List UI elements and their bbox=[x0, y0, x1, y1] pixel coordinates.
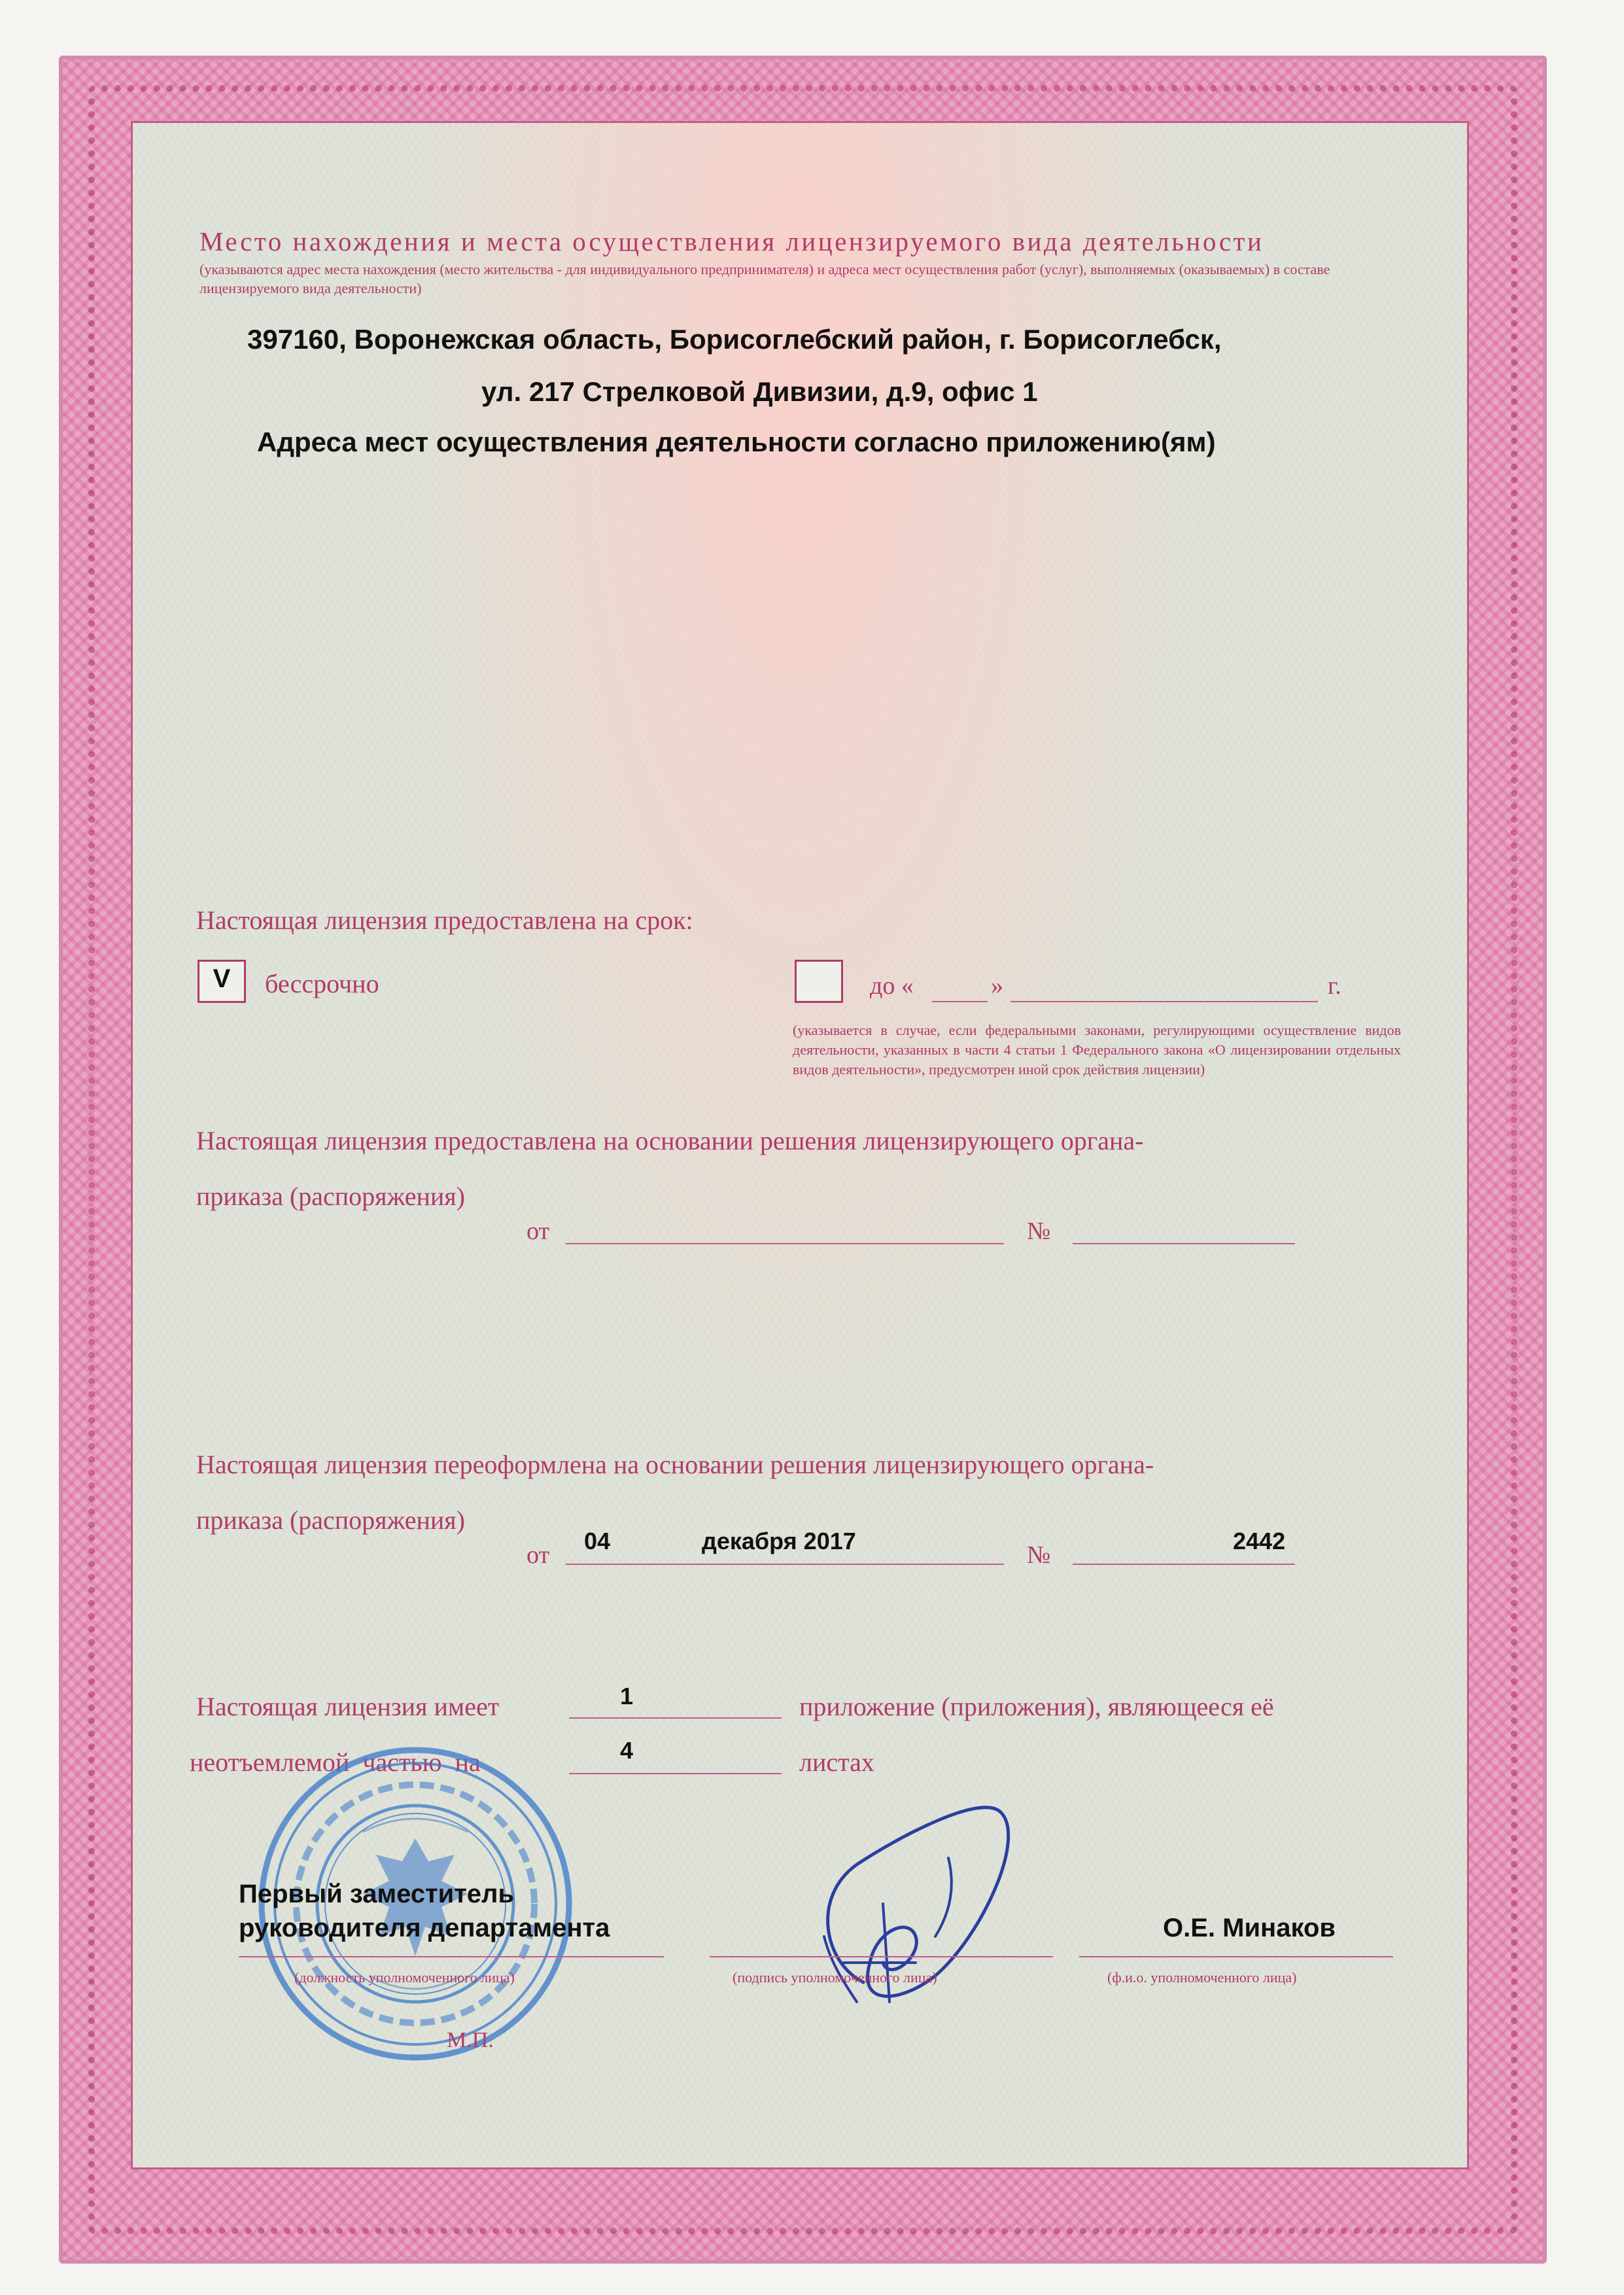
basis-line-2: приказа (распоряжения) bbox=[196, 1182, 465, 1211]
until-note: (указывается в случае, если федеральными законами, регулирующими осуществление видов деятельности, указанных в части 4 статьи 1 Федерального закона «О лицензировании отдельных видов деятельности», предусмотрен иной срок действия лицензии) bbox=[793, 1022, 1401, 1077]
basis-from-label: от bbox=[527, 1218, 550, 1245]
sheets-suffix: листах bbox=[799, 1747, 874, 1777]
appendix-prefix: Настоящая лицензия имеет bbox=[196, 1692, 500, 1721]
until-suffix: г. bbox=[1328, 972, 1341, 1000]
address-line-2: ул. 217 Стрелковой Дивизии, д.9, офис 1 bbox=[481, 376, 1038, 407]
sheets-prefix: неотъемлемой частью на bbox=[190, 1747, 481, 1777]
appendix-count-line bbox=[569, 1717, 782, 1719]
reissue-from-label: от bbox=[527, 1541, 550, 1569]
reissue-month-year: декабря 2017 bbox=[702, 1528, 856, 1554]
basis-date-line bbox=[566, 1243, 1004, 1244]
address-line-1: 397160, Воронежская область, Борисоглебский район, г. Борисоглебск, bbox=[247, 324, 1222, 355]
signer-position-line-1: Первый заместитель bbox=[239, 1880, 515, 1908]
caption-signature: (подпись уполномоченного лица) bbox=[733, 1969, 937, 1986]
signer-position-line-2: руководителя департамента bbox=[239, 1914, 610, 1942]
signer-name: О.Е. Минаков bbox=[1163, 1914, 1336, 1942]
section-title: Место нахождения и места осуществления лицензируемого вида деятельности bbox=[199, 226, 1264, 256]
until-month-line bbox=[1011, 1001, 1318, 1002]
until-prefix: до « bbox=[870, 972, 914, 1000]
reissue-number-label: № bbox=[1027, 1541, 1051, 1569]
basis-line-1: Настоящая лицензия предоставлена на основании решения лицензирующего органа- bbox=[196, 1126, 1144, 1155]
name-line bbox=[1079, 1956, 1393, 1957]
position-line bbox=[239, 1956, 664, 1957]
reissue-day: 04 bbox=[584, 1528, 611, 1554]
stamp-label: М.П. bbox=[447, 2028, 494, 2052]
signature-line bbox=[710, 1956, 1053, 1957]
reissue-number: 2442 bbox=[1233, 1528, 1286, 1554]
reissue-date-line bbox=[566, 1564, 1004, 1565]
reissue-line-1: Настоящая лицензия переоформлена на основании решения лицензирующего органа- bbox=[196, 1450, 1154, 1479]
signature-icon bbox=[785, 1766, 1066, 2028]
basis-number-line bbox=[1073, 1243, 1295, 1244]
permanent-label: бессрочно bbox=[265, 969, 379, 998]
sheets-count: 4 bbox=[620, 1737, 634, 1764]
caption-name: (ф.и.о. уполномоченного лица) bbox=[1107, 1969, 1297, 1986]
appendix-suffix: приложение (приложения), являющееся её bbox=[799, 1692, 1274, 1721]
term-label: Настоящая лицензия предоставлена на срок: bbox=[196, 905, 693, 935]
reissue-line-2: приказа (распоряжения) bbox=[196, 1505, 465, 1535]
permanent-checkbox[interactable] bbox=[198, 960, 246, 1003]
address-line-3: Адреса мест осуществления деятельности согласно приложению(ям) bbox=[257, 427, 1216, 457]
check-mark: V bbox=[213, 964, 231, 993]
section-note: (указываются адрес места нахождения (место жительства - для индивидуального предпринимателя) и адреса мест осуществления работ (услуг), выполняемых (оказываемых) в составе лицензируемого вида деятельности) bbox=[199, 261, 1330, 296]
until-date-checkbox[interactable] bbox=[795, 960, 843, 1003]
appendix-count: 1 bbox=[620, 1683, 634, 1709]
reissue-number-line bbox=[1073, 1564, 1295, 1565]
until-mid: » bbox=[991, 972, 1003, 1000]
caption-position: (должность уполномоченного лица) bbox=[294, 1969, 515, 1986]
sheets-count-line bbox=[569, 1773, 782, 1774]
until-day-line bbox=[932, 1001, 988, 1002]
basis-number-label: № bbox=[1027, 1218, 1051, 1245]
